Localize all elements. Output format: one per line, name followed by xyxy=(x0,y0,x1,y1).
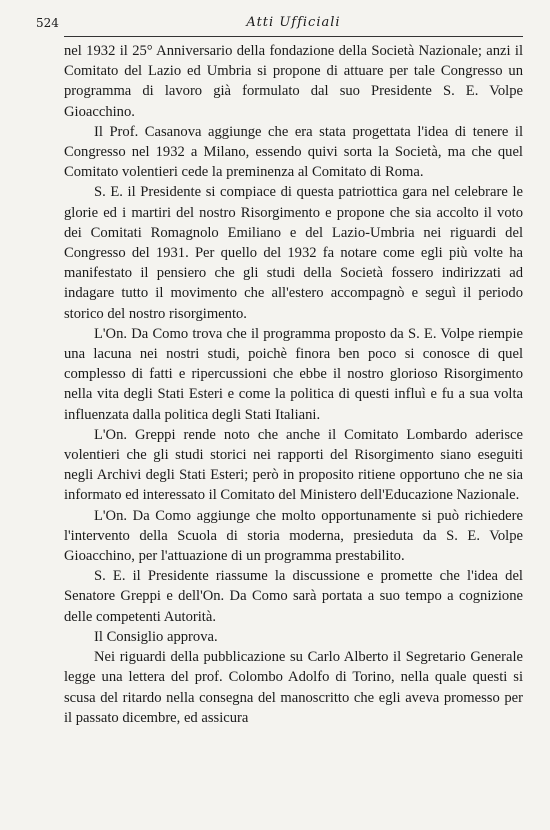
paragraph: L'On. Greppi rende noto che anche il Comitato Lombardo aderisce volentieri che gli studi storici nei rapporti del Risorgimento siano eseguiti negli Archivi degli Stati Esteri; però in proposito ritiene opportuno che ne sia informato ed interessato il Comitato del Ministero dell'Educazione Nazionale. xyxy=(64,426,523,504)
running-title: Atti Ufficiali xyxy=(246,15,341,30)
paragraph: Il Prof. Casanova aggiunge che era stata progettata l'idea di tenere il Congresso nel 1932 a Milano, essendo quivi sorta la Società, ma che quel Comitato volentieri cede la preminenza al Comitato di Roma. xyxy=(64,123,523,181)
page-number: 524 xyxy=(36,16,59,30)
page-header xyxy=(36,14,523,37)
paragraph: Il Consiglio approva. xyxy=(94,628,218,645)
paragraph: S. E. il Presidente riassume la discussione e promette che l'idea del Senatore Greppi e dell'On. Da Como sarà portata a suo tempo a cognizione delle competenti Autorità. xyxy=(64,568,523,625)
document-body xyxy=(64,41,523,728)
paragraph: L'On. Da Como trova che il programma proposto da S. E. Volpe riempie una lacuna nei nostri studi, poichè finora ben poco si conosce di quel complesso di fatti e ripercussioni che ebbe il nostro glorioso Risorgimento nella vita degli Stati Esteri e come la politica di questi influì e fu a sua volta influenzata dalla politica degli Stati Italiani. xyxy=(64,325,523,423)
paragraph: nel 1932 il 25° Anniversario della fondazione della Società Nazionale; anzi il Comitato del Lazio ed Umbria si propone di attuare per tale Congresso un programma di lavoro già formulato dal suo Presidente S. E. Volpe Gioacchino. xyxy=(64,43,523,120)
paragraph: L'On. Da Como aggiunge che molto opportunamente si può richiedere l'intervento della Scuola di storia moderna, presieduta da S. E. Volpe Gioacchino, per l'attuazione di un programma prestabilito. xyxy=(64,507,523,565)
paragraph: S. E. il Presidente si compiace di questa patriottica gara nel celebrare le glorie ed i martiri del nostro Risorgimento e propone che sia accolto il voto dei Comitati Romagnolo Emiliano e del Lazio-Umbria nei riguardi del Congresso del 1931. Per quello del 1932 fa notare come egli più volte ha manifestato il pensiero che gli studi della Società fossero indirizzati ad indagare tutto il movimento che all'estero accompagnò e seguì il periodo storico del nostro risorgimento. xyxy=(64,184,523,322)
paragraph: Nei riguardi della pubblicazione su Carlo Alberto il Segretario Generale legge una lettera del prof. Colombo Adolfo di Torino, nella quale questi si scusa del ritardo nella consegna del manoscritto che egli aveva promesso per il passato dicembre, ed assicura xyxy=(64,649,523,726)
